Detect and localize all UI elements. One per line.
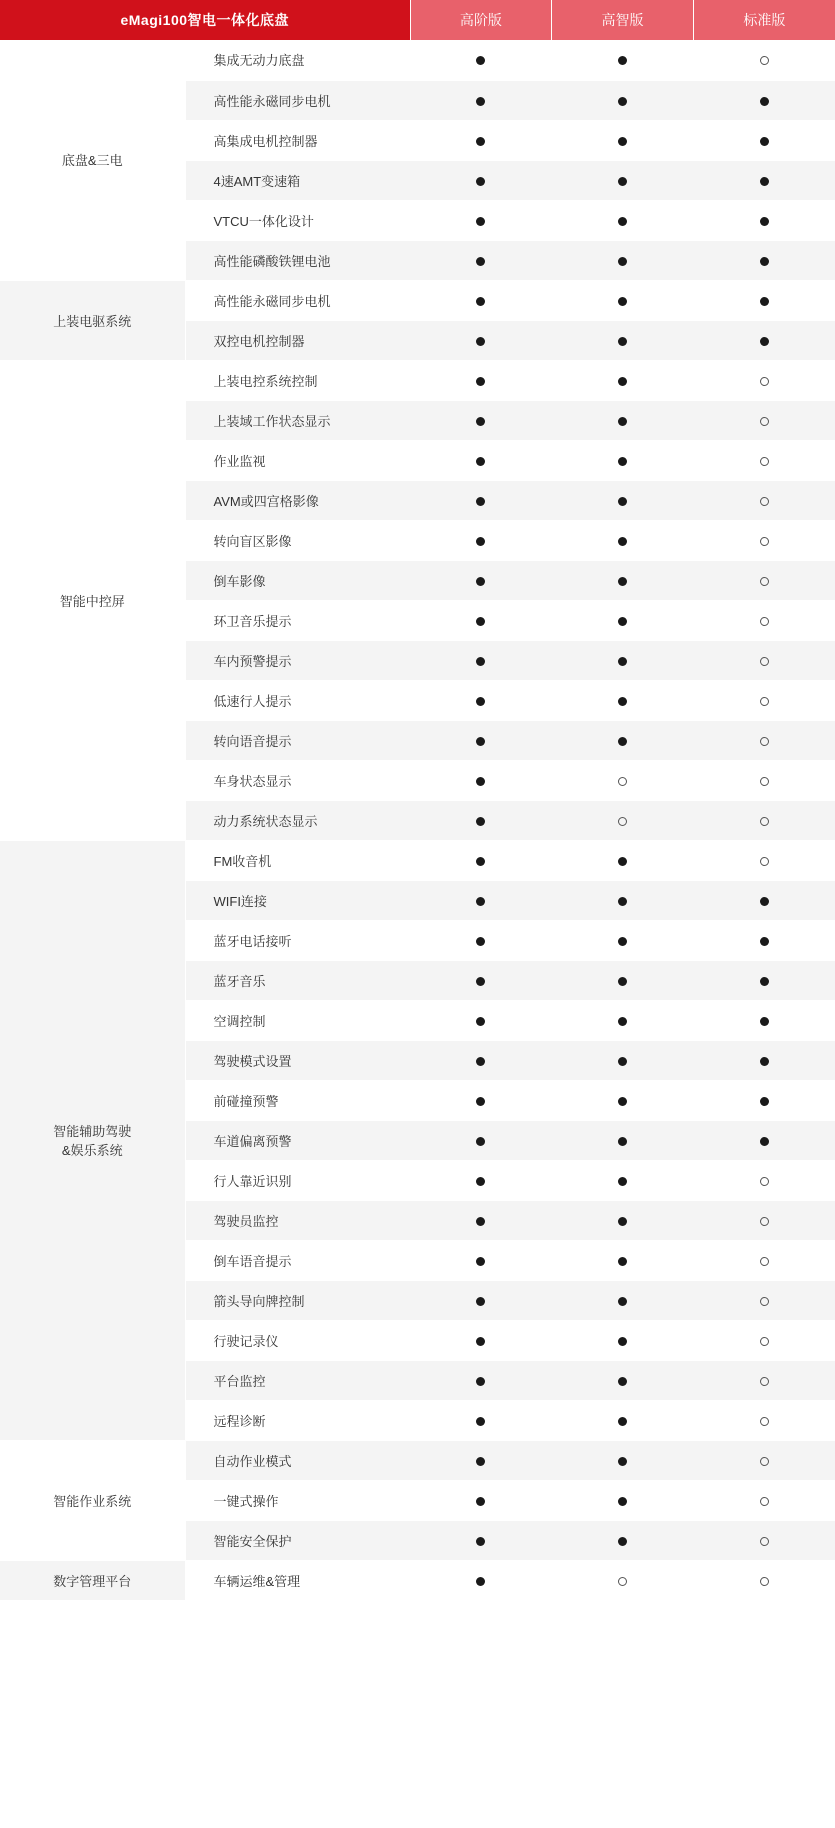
- mark-included-icon: [693, 920, 835, 960]
- feature-label: 蓝牙电话接听: [185, 920, 410, 960]
- filled-dot-icon: [476, 1177, 485, 1186]
- filled-dot-icon: [618, 217, 627, 226]
- mark-included-icon: [552, 280, 694, 320]
- feature-label: 上装电控系统控制: [185, 360, 410, 400]
- filled-dot-icon: [760, 937, 769, 946]
- group-label: 上装电驱系统: [0, 280, 185, 360]
- mark-included-icon: [552, 80, 694, 120]
- mark-included-icon: [552, 1400, 694, 1440]
- empty-dot-icon: [760, 1297, 769, 1306]
- filled-dot-icon: [618, 337, 627, 346]
- filled-dot-icon: [476, 1257, 485, 1266]
- empty-dot-icon: [760, 1457, 769, 1466]
- mark-included-icon: [693, 280, 835, 320]
- mark-included-icon: [552, 1280, 694, 1320]
- filled-dot-icon: [476, 1297, 485, 1306]
- filled-dot-icon: [618, 697, 627, 706]
- mark-included-icon: [552, 480, 694, 520]
- filled-dot-icon: [618, 657, 627, 666]
- feature-label: AVM或四宫格影像: [185, 480, 410, 520]
- filled-dot-icon: [618, 377, 627, 386]
- feature-label: 高集成电机控制器: [185, 120, 410, 160]
- mark-included-icon: [552, 1000, 694, 1040]
- filled-dot-icon: [476, 337, 485, 346]
- mark-included-icon: [552, 1120, 694, 1160]
- feature-label: 驾驶模式设置: [185, 1040, 410, 1080]
- mark-included-icon: [552, 520, 694, 560]
- filled-dot-icon: [476, 377, 485, 386]
- mark-included-icon: [410, 480, 552, 520]
- table-title: eMagi100智电一体化底盘: [0, 0, 410, 40]
- empty-dot-icon: [760, 697, 769, 706]
- filled-dot-icon: [476, 577, 485, 586]
- empty-dot-icon: [760, 577, 769, 586]
- mark-included-icon: [410, 1000, 552, 1040]
- filled-dot-icon: [476, 937, 485, 946]
- mark-included-icon: [410, 1440, 552, 1480]
- mark-included-icon: [410, 40, 552, 80]
- mark-included-icon: [552, 440, 694, 480]
- mark-included-icon: [552, 40, 694, 80]
- empty-dot-icon: [760, 617, 769, 626]
- filled-dot-icon: [476, 977, 485, 986]
- mark-excluded-icon: [693, 1240, 835, 1280]
- filled-dot-icon: [476, 1137, 485, 1146]
- feature-label: 转向盲区影像: [185, 520, 410, 560]
- filled-dot-icon: [476, 217, 485, 226]
- mark-excluded-icon: [693, 40, 835, 80]
- empty-dot-icon: [760, 497, 769, 506]
- feature-label: 平台监控: [185, 1360, 410, 1400]
- filled-dot-icon: [760, 297, 769, 306]
- group-label: 智能辅助驾驶 &娱乐系统: [0, 840, 185, 1440]
- table-row: [0, 840, 835, 880]
- feature-label: WIFI连接: [185, 880, 410, 920]
- empty-dot-icon: [760, 537, 769, 546]
- mark-excluded-icon: [552, 800, 694, 840]
- empty-dot-icon: [760, 377, 769, 386]
- filled-dot-icon: [760, 1097, 769, 1106]
- filled-dot-icon: [476, 777, 485, 786]
- mark-excluded-icon: [693, 400, 835, 440]
- filled-dot-icon: [476, 257, 485, 266]
- mark-included-icon: [552, 1160, 694, 1200]
- filled-dot-icon: [618, 1417, 627, 1426]
- group-label: 智能作业系统: [0, 1440, 185, 1560]
- mark-included-icon: [410, 1360, 552, 1400]
- feature-label: 双控电机控制器: [185, 320, 410, 360]
- filled-dot-icon: [476, 1417, 485, 1426]
- filled-dot-icon: [476, 537, 485, 546]
- mark-included-icon: [410, 1320, 552, 1360]
- mark-excluded-icon: [693, 1440, 835, 1480]
- filled-dot-icon: [760, 257, 769, 266]
- filled-dot-icon: [618, 1497, 627, 1506]
- filled-dot-icon: [476, 417, 485, 426]
- feature-label: 行驶记录仪: [185, 1320, 410, 1360]
- feature-label: 一键式操作: [185, 1480, 410, 1520]
- column-header-version-2: 高智版: [552, 0, 694, 40]
- filled-dot-icon: [476, 1217, 485, 1226]
- group-label: 底盘&三电: [0, 40, 185, 280]
- filled-dot-icon: [476, 1457, 485, 1466]
- mark-excluded-icon: [693, 1160, 835, 1200]
- filled-dot-icon: [618, 977, 627, 986]
- filled-dot-icon: [618, 937, 627, 946]
- filled-dot-icon: [760, 337, 769, 346]
- filled-dot-icon: [476, 457, 485, 466]
- empty-dot-icon: [760, 1257, 769, 1266]
- filled-dot-icon: [476, 177, 485, 186]
- mark-excluded-icon: [693, 1360, 835, 1400]
- feature-label: 空调控制: [185, 1000, 410, 1040]
- mark-included-icon: [693, 1000, 835, 1040]
- column-header-version-1: 高阶版: [410, 0, 552, 40]
- mark-included-icon: [693, 320, 835, 360]
- filled-dot-icon: [618, 1017, 627, 1026]
- mark-included-icon: [410, 1160, 552, 1200]
- filled-dot-icon: [618, 537, 627, 546]
- mark-excluded-icon: [693, 520, 835, 560]
- mark-included-icon: [552, 200, 694, 240]
- empty-dot-icon: [760, 1537, 769, 1546]
- empty-dot-icon: [760, 1217, 769, 1226]
- mark-excluded-icon: [693, 760, 835, 800]
- mark-included-icon: [410, 320, 552, 360]
- feature-label: 集成无动力底盘: [185, 40, 410, 80]
- mark-included-icon: [410, 760, 552, 800]
- mark-included-icon: [410, 1400, 552, 1440]
- mark-included-icon: [552, 1520, 694, 1560]
- filled-dot-icon: [618, 617, 627, 626]
- mark-included-icon: [410, 720, 552, 760]
- mark-included-icon: [552, 1080, 694, 1120]
- mark-included-icon: [693, 80, 835, 120]
- feature-label: 高性能永磁同步电机: [185, 80, 410, 120]
- empty-dot-icon: [760, 1417, 769, 1426]
- filled-dot-icon: [618, 1177, 627, 1186]
- filled-dot-icon: [760, 1017, 769, 1026]
- table-row: [0, 1440, 835, 1480]
- mark-included-icon: [410, 160, 552, 200]
- mark-excluded-icon: [552, 760, 694, 800]
- mark-included-icon: [410, 840, 552, 880]
- feature-label: VTCU一体化设计: [185, 200, 410, 240]
- empty-dot-icon: [618, 777, 627, 786]
- filled-dot-icon: [476, 1057, 485, 1066]
- empty-dot-icon: [760, 817, 769, 826]
- mark-excluded-icon: [552, 1560, 694, 1600]
- filled-dot-icon: [476, 1097, 485, 1106]
- mark-excluded-icon: [693, 680, 835, 720]
- table-header: [0, 0, 835, 40]
- filled-dot-icon: [476, 657, 485, 666]
- mark-included-icon: [410, 600, 552, 640]
- header-row: [0, 0, 835, 40]
- empty-dot-icon: [618, 1577, 627, 1586]
- mark-included-icon: [552, 840, 694, 880]
- mark-included-icon: [693, 1120, 835, 1160]
- mark-included-icon: [410, 80, 552, 120]
- filled-dot-icon: [476, 857, 485, 866]
- mark-excluded-icon: [693, 440, 835, 480]
- feature-label: 驾驶员监控: [185, 1200, 410, 1240]
- feature-label: 低速行人提示: [185, 680, 410, 720]
- mark-excluded-icon: [693, 480, 835, 520]
- filled-dot-icon: [760, 1057, 769, 1066]
- empty-dot-icon: [760, 657, 769, 666]
- table-row: [0, 280, 835, 320]
- empty-dot-icon: [760, 417, 769, 426]
- mark-included-icon: [552, 1320, 694, 1360]
- filled-dot-icon: [618, 1257, 627, 1266]
- filled-dot-icon: [476, 1377, 485, 1386]
- filled-dot-icon: [618, 1537, 627, 1546]
- feature-label: 高性能磷酸铁锂电池: [185, 240, 410, 280]
- mark-included-icon: [552, 960, 694, 1000]
- filled-dot-icon: [618, 577, 627, 586]
- mark-included-icon: [552, 680, 694, 720]
- mark-included-icon: [552, 560, 694, 600]
- mark-excluded-icon: [693, 1280, 835, 1320]
- mark-excluded-icon: [693, 1480, 835, 1520]
- mark-included-icon: [410, 400, 552, 440]
- mark-excluded-icon: [693, 560, 835, 600]
- mark-included-icon: [552, 880, 694, 920]
- empty-dot-icon: [760, 1177, 769, 1186]
- group-label: 智能中控屏: [0, 360, 185, 840]
- mark-included-icon: [693, 160, 835, 200]
- mark-excluded-icon: [693, 1520, 835, 1560]
- filled-dot-icon: [476, 497, 485, 506]
- filled-dot-icon: [476, 737, 485, 746]
- mark-included-icon: [552, 1240, 694, 1280]
- column-header-version-3: 标准版: [693, 0, 835, 40]
- table-row: [0, 40, 835, 80]
- feature-label: 蓝牙音乐: [185, 960, 410, 1000]
- mark-included-icon: [693, 1080, 835, 1120]
- mark-included-icon: [410, 560, 552, 600]
- filled-dot-icon: [618, 297, 627, 306]
- feature-label: 动力系统状态显示: [185, 800, 410, 840]
- mark-included-icon: [410, 1200, 552, 1240]
- filled-dot-icon: [476, 56, 485, 65]
- table-body: [0, 40, 835, 1600]
- mark-included-icon: [552, 920, 694, 960]
- feature-label: 倒车语音提示: [185, 1240, 410, 1280]
- feature-label: 环卫音乐提示: [185, 600, 410, 640]
- mark-included-icon: [552, 360, 694, 400]
- empty-dot-icon: [618, 817, 627, 826]
- feature-label: 智能安全保护: [185, 1520, 410, 1560]
- mark-excluded-icon: [693, 840, 835, 880]
- mark-included-icon: [552, 160, 694, 200]
- filled-dot-icon: [760, 1137, 769, 1146]
- mark-included-icon: [410, 1080, 552, 1120]
- feature-label: 车道偏离预警: [185, 1120, 410, 1160]
- filled-dot-icon: [476, 137, 485, 146]
- mark-included-icon: [693, 200, 835, 240]
- mark-included-icon: [410, 440, 552, 480]
- filled-dot-icon: [476, 1017, 485, 1026]
- mark-included-icon: [410, 1560, 552, 1600]
- filled-dot-icon: [618, 1377, 627, 1386]
- filled-dot-icon: [618, 1137, 627, 1146]
- mark-excluded-icon: [693, 1560, 835, 1600]
- table-row: [0, 360, 835, 400]
- mark-included-icon: [552, 640, 694, 680]
- mark-excluded-icon: [693, 1320, 835, 1360]
- mark-included-icon: [410, 280, 552, 320]
- mark-included-icon: [410, 1520, 552, 1560]
- mark-included-icon: [552, 1480, 694, 1520]
- feature-label: 前碰撞预警: [185, 1080, 410, 1120]
- filled-dot-icon: [618, 137, 627, 146]
- filled-dot-icon: [618, 97, 627, 106]
- empty-dot-icon: [760, 777, 769, 786]
- filled-dot-icon: [618, 177, 627, 186]
- empty-dot-icon: [760, 737, 769, 746]
- filled-dot-icon: [618, 737, 627, 746]
- feature-label: 4速AMT变速箱: [185, 160, 410, 200]
- empty-dot-icon: [760, 1377, 769, 1386]
- filled-dot-icon: [618, 1097, 627, 1106]
- feature-label: 倒车影像: [185, 560, 410, 600]
- feature-label: 箭头导向牌控制: [185, 1280, 410, 1320]
- mark-excluded-icon: [693, 800, 835, 840]
- mark-included-icon: [410, 200, 552, 240]
- feature-label: 远程诊断: [185, 1400, 410, 1440]
- feature-label: 上装域工作状态显示: [185, 400, 410, 440]
- mark-included-icon: [410, 240, 552, 280]
- mark-included-icon: [410, 1040, 552, 1080]
- mark-included-icon: [410, 520, 552, 560]
- mark-excluded-icon: [693, 360, 835, 400]
- mark-included-icon: [410, 800, 552, 840]
- mark-included-icon: [410, 680, 552, 720]
- feature-label: 行人靠近识别: [185, 1160, 410, 1200]
- mark-included-icon: [552, 600, 694, 640]
- filled-dot-icon: [618, 1337, 627, 1346]
- feature-label: 车辆运维&管理: [185, 1560, 410, 1600]
- filled-dot-icon: [618, 1457, 627, 1466]
- filled-dot-icon: [476, 617, 485, 626]
- mark-included-icon: [693, 880, 835, 920]
- empty-dot-icon: [760, 56, 769, 65]
- filled-dot-icon: [760, 977, 769, 986]
- empty-dot-icon: [760, 1337, 769, 1346]
- empty-dot-icon: [760, 1497, 769, 1506]
- mark-included-icon: [552, 1440, 694, 1480]
- mark-included-icon: [410, 640, 552, 680]
- mark-included-icon: [410, 1120, 552, 1160]
- mark-included-icon: [552, 1040, 694, 1080]
- mark-included-icon: [410, 920, 552, 960]
- mark-included-icon: [410, 1280, 552, 1320]
- mark-included-icon: [410, 1480, 552, 1520]
- mark-excluded-icon: [693, 720, 835, 760]
- filled-dot-icon: [476, 1497, 485, 1506]
- filled-dot-icon: [760, 137, 769, 146]
- filled-dot-icon: [618, 1217, 627, 1226]
- mark-included-icon: [410, 880, 552, 920]
- filled-dot-icon: [618, 1057, 627, 1066]
- filled-dot-icon: [476, 1537, 485, 1546]
- filled-dot-icon: [476, 897, 485, 906]
- mark-included-icon: [693, 240, 835, 280]
- feature-label: 车身状态显示: [185, 760, 410, 800]
- filled-dot-icon: [476, 817, 485, 826]
- filled-dot-icon: [476, 697, 485, 706]
- mark-included-icon: [693, 960, 835, 1000]
- mark-included-icon: [410, 960, 552, 1000]
- mark-included-icon: [552, 320, 694, 360]
- empty-dot-icon: [760, 457, 769, 466]
- filled-dot-icon: [476, 297, 485, 306]
- mark-included-icon: [693, 120, 835, 160]
- filled-dot-icon: [618, 497, 627, 506]
- filled-dot-icon: [618, 56, 627, 65]
- mark-included-icon: [552, 400, 694, 440]
- empty-dot-icon: [760, 857, 769, 866]
- filled-dot-icon: [760, 897, 769, 906]
- mark-included-icon: [552, 720, 694, 760]
- table-row: [0, 1560, 835, 1600]
- empty-dot-icon: [760, 1577, 769, 1586]
- feature-label: 作业监视: [185, 440, 410, 480]
- feature-label: 转向语音提示: [185, 720, 410, 760]
- mark-included-icon: [410, 1240, 552, 1280]
- mark-included-icon: [552, 1360, 694, 1400]
- feature-label: 车内预警提示: [185, 640, 410, 680]
- feature-label: FM收音机: [185, 840, 410, 880]
- mark-excluded-icon: [693, 600, 835, 640]
- mark-excluded-icon: [693, 1200, 835, 1240]
- filled-dot-icon: [618, 1297, 627, 1306]
- filled-dot-icon: [618, 857, 627, 866]
- mark-included-icon: [410, 360, 552, 400]
- feature-label: 高性能永磁同步电机: [185, 280, 410, 320]
- group-label: 数字管理平台: [0, 1560, 185, 1600]
- filled-dot-icon: [618, 897, 627, 906]
- filled-dot-icon: [760, 97, 769, 106]
- feature-label: 自动作业模式: [185, 1440, 410, 1480]
- filled-dot-icon: [618, 417, 627, 426]
- mark-included-icon: [552, 120, 694, 160]
- filled-dot-icon: [760, 177, 769, 186]
- filled-dot-icon: [760, 217, 769, 226]
- mark-included-icon: [693, 1040, 835, 1080]
- filled-dot-icon: [476, 97, 485, 106]
- mark-included-icon: [552, 1200, 694, 1240]
- mark-included-icon: [552, 240, 694, 280]
- mark-included-icon: [410, 120, 552, 160]
- mark-excluded-icon: [693, 1400, 835, 1440]
- filled-dot-icon: [476, 1577, 485, 1586]
- filled-dot-icon: [618, 257, 627, 266]
- mark-excluded-icon: [693, 640, 835, 680]
- filled-dot-icon: [476, 1337, 485, 1346]
- filled-dot-icon: [618, 457, 627, 466]
